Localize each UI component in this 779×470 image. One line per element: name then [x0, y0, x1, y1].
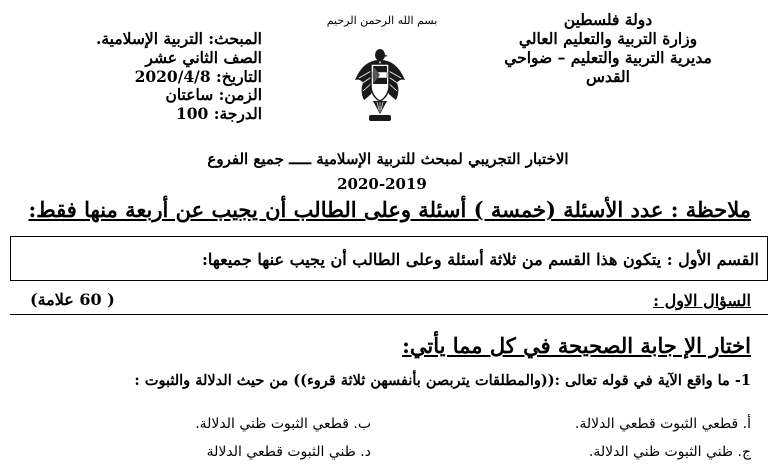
exam-year: 2020-2019: [337, 175, 427, 193]
option-d: د. ظني الثبوت قطعي الدلالة: [206, 444, 371, 460]
exam-title: الاختبار التجريبي لمبحث للتربية الإسلامية ـــــ جميع الفروع: [207, 150, 569, 168]
grade: الصف الثاني عشر: [145, 47, 262, 67]
ministry-name: وزارة التربية والتعليم العالي: [518, 29, 698, 48]
subject: المبحث: التربية الإسلامية.: [95, 29, 262, 48]
directorate-name: مديرية التربية والتعليم – ضواحي: [504, 48, 712, 67]
option-a: أ. قطعي الثبوت قطعي الدلالة.: [574, 416, 751, 432]
country-name: دولة فلسطين: [563, 10, 653, 29]
time-label: الزمن:: [218, 85, 262, 105]
ministry-header: [483, 10, 733, 86]
question-one-label: السؤال الاول :: [653, 291, 751, 310]
question-one-marks: ( 60 علامة): [30, 290, 115, 309]
option-b: ب. قطعي الثبوت ظني الدلالة.: [195, 416, 371, 432]
exam-time: [52, 86, 262, 105]
exam-date: [52, 68, 262, 87]
score-label: الدرجة:: [213, 104, 262, 124]
palestine-eagle-emblem-icon: [349, 46, 411, 124]
exam-note: ملاحظة : عدد الأسئلة (خمسة ) أسئلة وعلى الطالب أن يجيب عن أربعة منها فقط:: [28, 197, 751, 222]
exam-score: [52, 105, 262, 124]
directorate-city: القدس: [586, 67, 630, 86]
question-divider: [10, 314, 768, 315]
exam-info: [52, 30, 262, 124]
score-value: 100: [175, 104, 209, 124]
instruction-heading: اختار الإ جابة الصحيحة في كل مما يأتي:: [402, 333, 751, 358]
date-value: 2020/4/8: [134, 66, 211, 86]
basmala: بسم الله الرحمن الرحيم: [326, 14, 438, 27]
option-c: ج. ظني الثبوت ظني الدلالة.: [588, 444, 751, 460]
question-1-text: ما واقع الآية في قوله تعالى :((والمطلقات يتربصن بأنفسهن ثلاثة قروء)) من حيث الدلالة والثبوت :: [134, 372, 730, 389]
question-1: [134, 372, 751, 389]
question-1-number: 1-: [734, 372, 751, 389]
section-one-heading: القسم الأول : يتكون هذا القسم من ثلاثة أسئلة وعلى الطالب أن يجيب عنها جميعها:: [201, 250, 759, 269]
time-value: ساعتان: [165, 85, 214, 105]
date-label: التاريخ:: [216, 66, 262, 86]
